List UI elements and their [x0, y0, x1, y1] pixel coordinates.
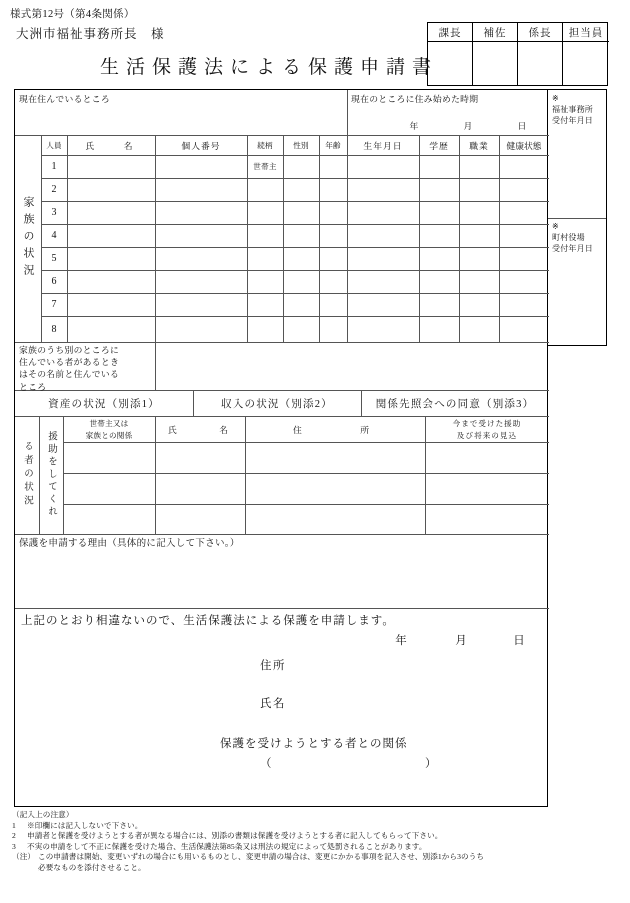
family-header-age: 年齢: [325, 141, 341, 150]
note-item: [12, 831, 626, 842]
welfare-office-reception-label: [552, 93, 606, 126]
footnote-text-line2: 必要なものを添付させること。: [38, 862, 146, 872]
family-row-rule-1: [41, 178, 549, 179]
note-number-2: 2: [12, 831, 16, 841]
town-office-reception-label: [552, 221, 606, 254]
supporter-header-past-future-line2: 及び将来の見込: [456, 430, 518, 440]
family-row-rule-5: [41, 270, 549, 271]
supporter-row-field-1[interactable]: [63, 442, 549, 473]
page-title: 生活保護法による保護申請書: [100, 57, 439, 78]
welfare-office-line2: 受付年月日: [552, 116, 593, 125]
separate-residence-field[interactable]: [155, 342, 549, 390]
declaration-year-field[interactable]: [335, 632, 389, 648]
family-name-field-1[interactable]: [67, 155, 155, 178]
supporter-row-field-3[interactable]: [63, 504, 549, 534]
residence-row-bottom-rule: [15, 135, 549, 136]
family-row-rule-2: [41, 201, 549, 202]
supporter-header-name: 氏 名: [168, 425, 232, 435]
supporter-header-relation: [63, 418, 155, 441]
family-header-count: 人員: [46, 141, 62, 150]
attachment-income[interactable]: 収入の状況（別添2）: [221, 398, 333, 410]
footnote-text-line1: この申請書は開始、変更いずれの場合にも用いるものとし、変更申請の場合は、変更にかかる事項を記入させ、別添1から3のうち: [38, 852, 485, 862]
applicant-address-label: 住所: [260, 660, 286, 672]
reason-label: 保護を申請する理由（具体的に記入して下さい。）: [19, 539, 240, 549]
separate-residence-label-line2: 住んでいる者があるとき: [19, 357, 120, 368]
family-col-rule-9: [499, 135, 500, 342]
note-text-1: ※印欄には記入しないで下さい。: [27, 820, 143, 830]
move-in-month-field[interactable]: [431, 114, 451, 134]
applicant-relation-field[interactable]: [277, 754, 425, 772]
approval-header-1: 補佐: [473, 23, 518, 42]
supporter-header-relation-line2: 家族との関係: [85, 430, 133, 440]
family-header-name: 氏 名: [85, 141, 137, 151]
table-row: 1: [51, 161, 57, 172]
table-row: 5: [51, 253, 57, 264]
supporter-header-past-future: [425, 418, 549, 441]
supporter-header-address: 住 所: [293, 425, 377, 435]
approval-stamp-cell-1[interactable]: [473, 42, 518, 85]
family-header-sex: 性別: [293, 141, 309, 150]
family-col-rule-7: [419, 135, 420, 342]
note-item: [12, 821, 626, 832]
supporter-side-label-left: る者の状況: [22, 441, 32, 509]
declaration-statement: 上記のとおり相違ないので、生活保護法による保護を申請します。: [21, 615, 395, 627]
welfare-office-mark: ※: [552, 94, 559, 103]
note-item: [12, 842, 626, 853]
declaration-month-unit: 月: [455, 635, 467, 647]
approval-header-3: 担当員: [563, 23, 609, 42]
relation-paren-close: ）: [425, 758, 438, 770]
approval-stamp-cell-2[interactable]: [518, 42, 563, 85]
relation-paren-open: （: [260, 758, 273, 770]
family-col-rule-6: [347, 135, 348, 342]
reception-stamp-column: [548, 89, 607, 346]
table-row: 8: [51, 323, 57, 335]
move-in-month-unit: 月: [463, 120, 473, 131]
attachment-consent[interactable]: 関係先照会への同意（別添3）: [375, 398, 535, 410]
supporter-header-past-future-line1: 今まで受けた援助: [452, 419, 522, 428]
residence-split-rule: [347, 90, 348, 135]
approval-stamp-cell-3[interactable]: [563, 42, 609, 85]
separate-residence-label-line4: ところ: [19, 381, 47, 392]
approval-header-2: 係長: [518, 23, 563, 42]
move-in-day-unit: 日: [517, 120, 527, 131]
family-section-side-label: 家族の状況: [22, 196, 34, 281]
declaration-day-field[interactable]: [473, 632, 507, 648]
move-in-year-unit: 年: [409, 120, 419, 131]
separate-residence-label-line3: はその名前と住んでいる: [19, 369, 120, 380]
note-number-1: 1: [12, 820, 16, 830]
table-row: 7: [51, 299, 57, 310]
applicant-address-field[interactable]: [315, 656, 539, 674]
welfare-office-line1: 福祉事務所: [552, 105, 593, 114]
form-body-frame: [14, 89, 548, 807]
householder-marker: 世帯主: [253, 162, 277, 171]
family-row-rule-6: [41, 293, 549, 294]
reason-block-bottom-rule: [15, 608, 549, 609]
footnote-item: [12, 852, 626, 863]
town-office-mark: ※: [552, 222, 559, 231]
table-row: 6: [51, 276, 57, 287]
table-row: 3: [51, 207, 57, 218]
supporter-row-field-2[interactable]: [63, 473, 549, 504]
move-in-year-field[interactable]: [351, 114, 397, 134]
note-number-3: 3: [12, 841, 16, 851]
applicant-name-label: 氏名: [260, 698, 286, 710]
notes-section: [12, 810, 626, 874]
town-office-line1: 町村役場: [552, 233, 585, 242]
family-col-rule-5: [319, 135, 320, 342]
footnote-number: （注）: [12, 852, 36, 862]
family-col-rule-8: [459, 135, 460, 342]
supporter-side-label-right: 援助をしてくれ: [46, 431, 56, 519]
declaration-year-unit: 年: [395, 635, 407, 647]
supporter-header-relation-line1: 世帯主又は: [89, 419, 129, 428]
notes-heading: （記入上の注意）: [12, 810, 74, 819]
approval-stamp-table: [427, 22, 608, 86]
addressee-line: 大洲市福祉事務所長 様: [16, 27, 165, 41]
supporter-block-bottom-rule: [15, 534, 549, 535]
applicant-relation-label: 保護を受けようとする者との関係: [220, 738, 408, 750]
reason-field[interactable]: [15, 552, 549, 608]
form-number: 様式第12号（第4条関係）: [10, 9, 135, 20]
family-row-rule-4: [41, 247, 549, 248]
declaration-month-field[interactable]: [413, 632, 449, 648]
approval-stamp-cell-0[interactable]: [428, 42, 473, 85]
move-in-date-label: 現在のところに住み始めた時期: [351, 94, 479, 104]
table-row: 2: [51, 184, 57, 195]
approval-header-0: 課長: [428, 23, 473, 42]
declaration-day-unit: 日: [513, 635, 525, 647]
family-header-personal-number: 個人番号: [181, 141, 221, 151]
note-text-2: 申請者と保護を受けようとする者が異なる場合には、別添の書類は保護を受けようとする者に記入してもらって下さい。: [27, 831, 443, 841]
attachment-assets[interactable]: 資産の状況（別添1）: [48, 398, 160, 410]
attachment-row-bottom-rule: [15, 416, 549, 417]
family-row-rule-7: [41, 316, 549, 317]
family-row-rule-3: [41, 224, 549, 225]
separate-residence-label-line1: 家族のうち別のところに: [19, 345, 120, 355]
current-address-label: 現在住んでいるところ: [19, 94, 110, 104]
family-col-rule-4: [283, 135, 284, 342]
separate-residence-label: [19, 344, 155, 393]
family-header-education: 学歴: [429, 141, 449, 151]
family-header-occupation: 職業: [469, 141, 489, 151]
note-text-3: 不実の申請をして不正に保護を受けた場合、生活保護法第85条又は刑法の規定によって処罰されることがあります。: [27, 841, 427, 851]
applicant-name-field[interactable]: [315, 694, 539, 712]
family-header-relation: 続柄: [257, 141, 273, 150]
family-header-birthdate: 生年月日: [363, 141, 403, 151]
family-personal-number-field-1[interactable]: [155, 155, 247, 178]
move-in-day-field[interactable]: [485, 114, 505, 134]
town-office-line2: 受付年月日: [552, 244, 593, 253]
current-address-field[interactable]: [15, 104, 347, 135]
table-row: 4: [51, 230, 57, 241]
family-header-health: 健康状態: [506, 141, 542, 151]
